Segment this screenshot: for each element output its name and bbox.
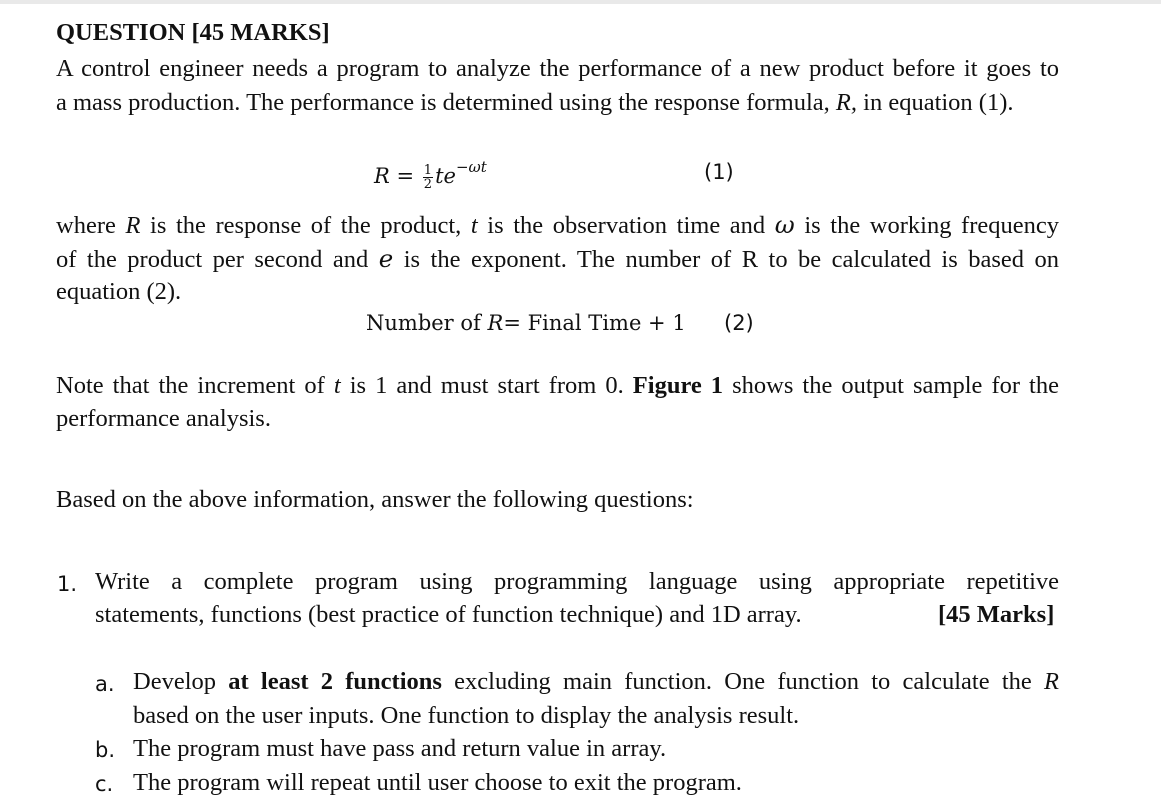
where-text: is the working frequency (794, 212, 1059, 239)
sub-b-label: b. (95, 738, 116, 762)
eq1-denominator: 2 (423, 177, 433, 192)
equation-2 (366, 307, 686, 339)
equation-1 (374, 150, 487, 193)
where-text: where (56, 212, 126, 239)
where-text: is the observation time and (477, 212, 775, 239)
var-t: t (470, 212, 478, 239)
sub-a-text: excluding main function. One function to calculate the (441, 668, 1045, 695)
var-r: R (125, 212, 141, 239)
eq1-lhs: R (374, 164, 390, 188)
q1-line-1: Write a complete program using programming language using appropriate repetitive (95, 568, 1059, 595)
page-top-border (0, 0, 1161, 4)
eq1-label: (1) (704, 160, 734, 184)
intro-text-end: in equation (1). (857, 89, 1014, 116)
where-line-3: equation (2). (56, 278, 182, 305)
sub-c-text: The program will repeat until user choose to exit the program. (133, 769, 742, 796)
note-line-2: performance analysis. (56, 405, 271, 432)
figure-ref: Figure 1 (632, 372, 724, 399)
var-r: R (1044, 668, 1059, 695)
eq2-label: (2) (724, 311, 754, 335)
where-text: of the product per second and (56, 246, 379, 273)
var-t: t (333, 372, 341, 399)
where-text: is the exponent. The number of R to be calculated is based on (393, 246, 1059, 273)
note-line-1 (56, 369, 1059, 403)
sub-a-line-1 (133, 665, 1059, 699)
sub-c-label: c. (95, 772, 114, 796)
where-line-1 (56, 208, 1059, 243)
where-text: is the response of the product, (140, 212, 471, 239)
note-text: Note that the increment of (56, 372, 334, 399)
eq1-equals: = (396, 164, 415, 188)
eq2-var: R (487, 311, 504, 335)
eq1-fraction (423, 164, 433, 191)
note-text: is 1 and must start from 0. (340, 372, 633, 399)
note-text: shows the output sample for the (723, 372, 1059, 399)
var-omega: ω (774, 210, 795, 239)
intro-line-1: A control engineer needs a program to analyze the performance of a new product before it goes to (56, 55, 1059, 82)
eq2-text: = Final Time + 1 (503, 311, 686, 335)
sub-a-text: Develop (133, 668, 229, 695)
sub-a-label: a. (95, 672, 115, 696)
q1-line-2: statements, functions (best practice of function technique) and 1D array. (95, 601, 802, 628)
where-line-2 (56, 242, 1059, 277)
var-r: R, (835, 89, 858, 116)
sub-b-text: The program must have pass and return value in array. (133, 735, 667, 762)
intro-line-2 (56, 86, 1014, 120)
eq2-text: Number of (366, 311, 488, 335)
sub-a-line-2: based on the user inputs. One function to display the analysis result. (133, 702, 800, 729)
based-on-text: Based on the above information, answer the following questions: (56, 486, 694, 513)
q1-number: 1. (57, 572, 78, 596)
eq1-exponent: −ωt (455, 158, 487, 176)
eq1-rhs: te (435, 164, 456, 188)
intro-text: a mass production. The performance is determined using the response formula, (56, 89, 836, 116)
sub-a-bold: at least 2 functions (228, 668, 442, 695)
eq1-numerator: 1 (423, 163, 433, 178)
question-title: QUESTION [45 MARKS] (56, 19, 330, 46)
var-e: e (378, 244, 394, 273)
q1-marks: [45 Marks] (938, 601, 1055, 628)
